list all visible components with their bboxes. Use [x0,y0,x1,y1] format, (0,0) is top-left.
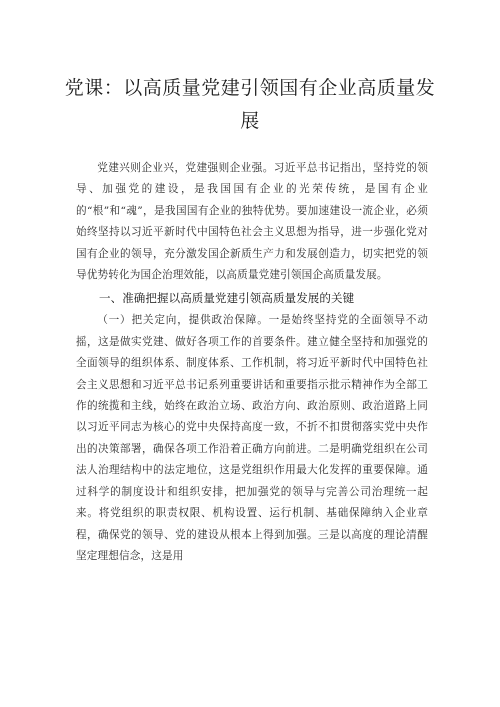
document-title: 党课：以高质量党建引领国有企业高质量发展 [64,77,436,132]
section-heading: 一、准确把握以高质量党建引领高质量发展的关键 [99,291,355,306]
document-body [76,158,428,567]
section-paragraph: （一）把关定向，提供政治保障。一是始终坚持党的全面领导不动摇，这是做实党建、做好各项工作的首要条件。建立健全坚持和加强党的全面领导的组织体系、制度体系、工作机制，将习近平新时代中国特色社会主义思想和习近平总书记系列重要讲话和重要指示批示精神作为全部工作的统揽和主线，始终在政治立场、政治方向、政治原则、政治道路上同以习近平同志为核心的党中央保持高度一致，不折不扣贯彻落实党中央作出的决策部署，确保各项工作沿着正确方向前进。二是明确党组织在公司法人治理结构中的法定地位，这是党组织作用最大化发挥的重要保障。通过科学的制度设计和组织安排，把加强党的领导与完善公司治理统一起来。将党组织的职责权限、机构设置、运行机制、基础保障纳入企业章程，确保党的领导、党的建设从根本上得到加强。三是以高度的理论清醒坚定理想信念，这是用 [76,314,428,562]
intro-paragraph: 党建兴则企业兴，党建强则企业强。习近平总书记指出，坚持党的领导、加强党的建设，是我国国有企业的光荣传统，是国有企业的“根”和“魂”，是我国国有企业的独特优势。要加速建设一流企业，必须始终坚持以习近平新时代中国特色社会主义思想为指导，进一步强化党对国有企业的领导，充分激发国企新质生产力和发展创造力，切实把党的领导优势转化为国企治理效能，以高质量党建引领国企高质量发展。 [76,162,428,282]
